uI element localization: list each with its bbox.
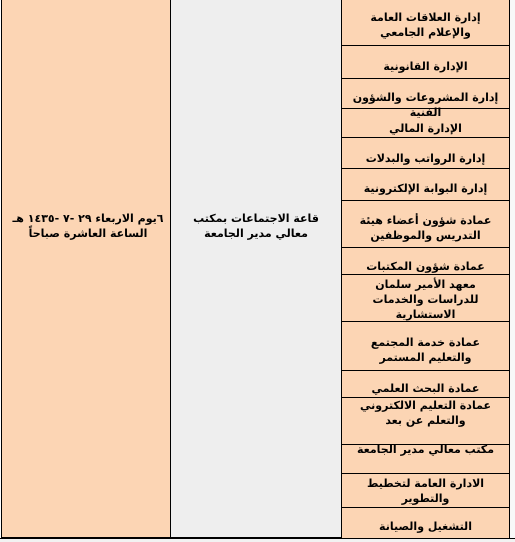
department-row (342, 322, 509, 371)
department-label: إدارة المشروعات والشؤون الفنية (352, 91, 499, 119)
bottom-margin (0, 538, 515, 542)
department-label: الادارة العامة لتخطيط والتطوير (366, 477, 485, 505)
department-row (342, 474, 509, 508)
department-row (342, 79, 509, 119)
department-row (342, 46, 509, 79)
department-row (342, 201, 509, 248)
department-label: التشغيل والصيانة (379, 520, 472, 533)
department-label: إدارة العلاقات العامة والإعلام الجامعي (370, 11, 481, 39)
department-row (342, 275, 509, 322)
department-label: إدارة البوابة الإلكترونية (363, 182, 488, 195)
date-time-cell (1, 0, 171, 538)
department-row (342, 248, 509, 275)
location-cell (171, 0, 342, 538)
department-label: معهد الأمير سلمان للدراسات والخدمات الاستشارية (372, 278, 479, 321)
date-time-text: ٦يوم الاربعاء ٢٩ -٧ -١٤٣٥ هـ الساعة العاشرة صباحاً (12, 212, 164, 240)
department-label: عمادة البحث العلمي (371, 382, 480, 395)
department-label: الإدارة المالي (389, 122, 462, 135)
department-row (342, 0, 509, 46)
department-label: عمادة خدمة المجتمع والتعليم المستمر (370, 336, 481, 364)
department-label: عمادة التعليم الالكتروني والتعلم عن بعد (360, 399, 491, 427)
department-label: عمادة شؤون المكتبات (366, 260, 485, 273)
department-row (342, 109, 509, 138)
department-label: إدارة الرواتب والبدلات (365, 152, 486, 165)
right-margin (510, 0, 515, 538)
department-row (342, 138, 509, 169)
department-label: عمادة شؤون أعضاء هيئة التدريس والموظفين (359, 214, 492, 242)
department-row (342, 508, 509, 538)
departments-column (342, 0, 510, 538)
department-label: الإدارة القانونية (383, 60, 468, 73)
location-text: قاعة الاجتماعات بمكتب معالي مدير الجامعة (193, 212, 319, 240)
department-label: مكتب معالي مدير الجامعة (356, 443, 495, 456)
department-row (342, 398, 509, 445)
department-row (342, 169, 509, 201)
department-row (342, 371, 509, 398)
department-row (342, 445, 509, 474)
